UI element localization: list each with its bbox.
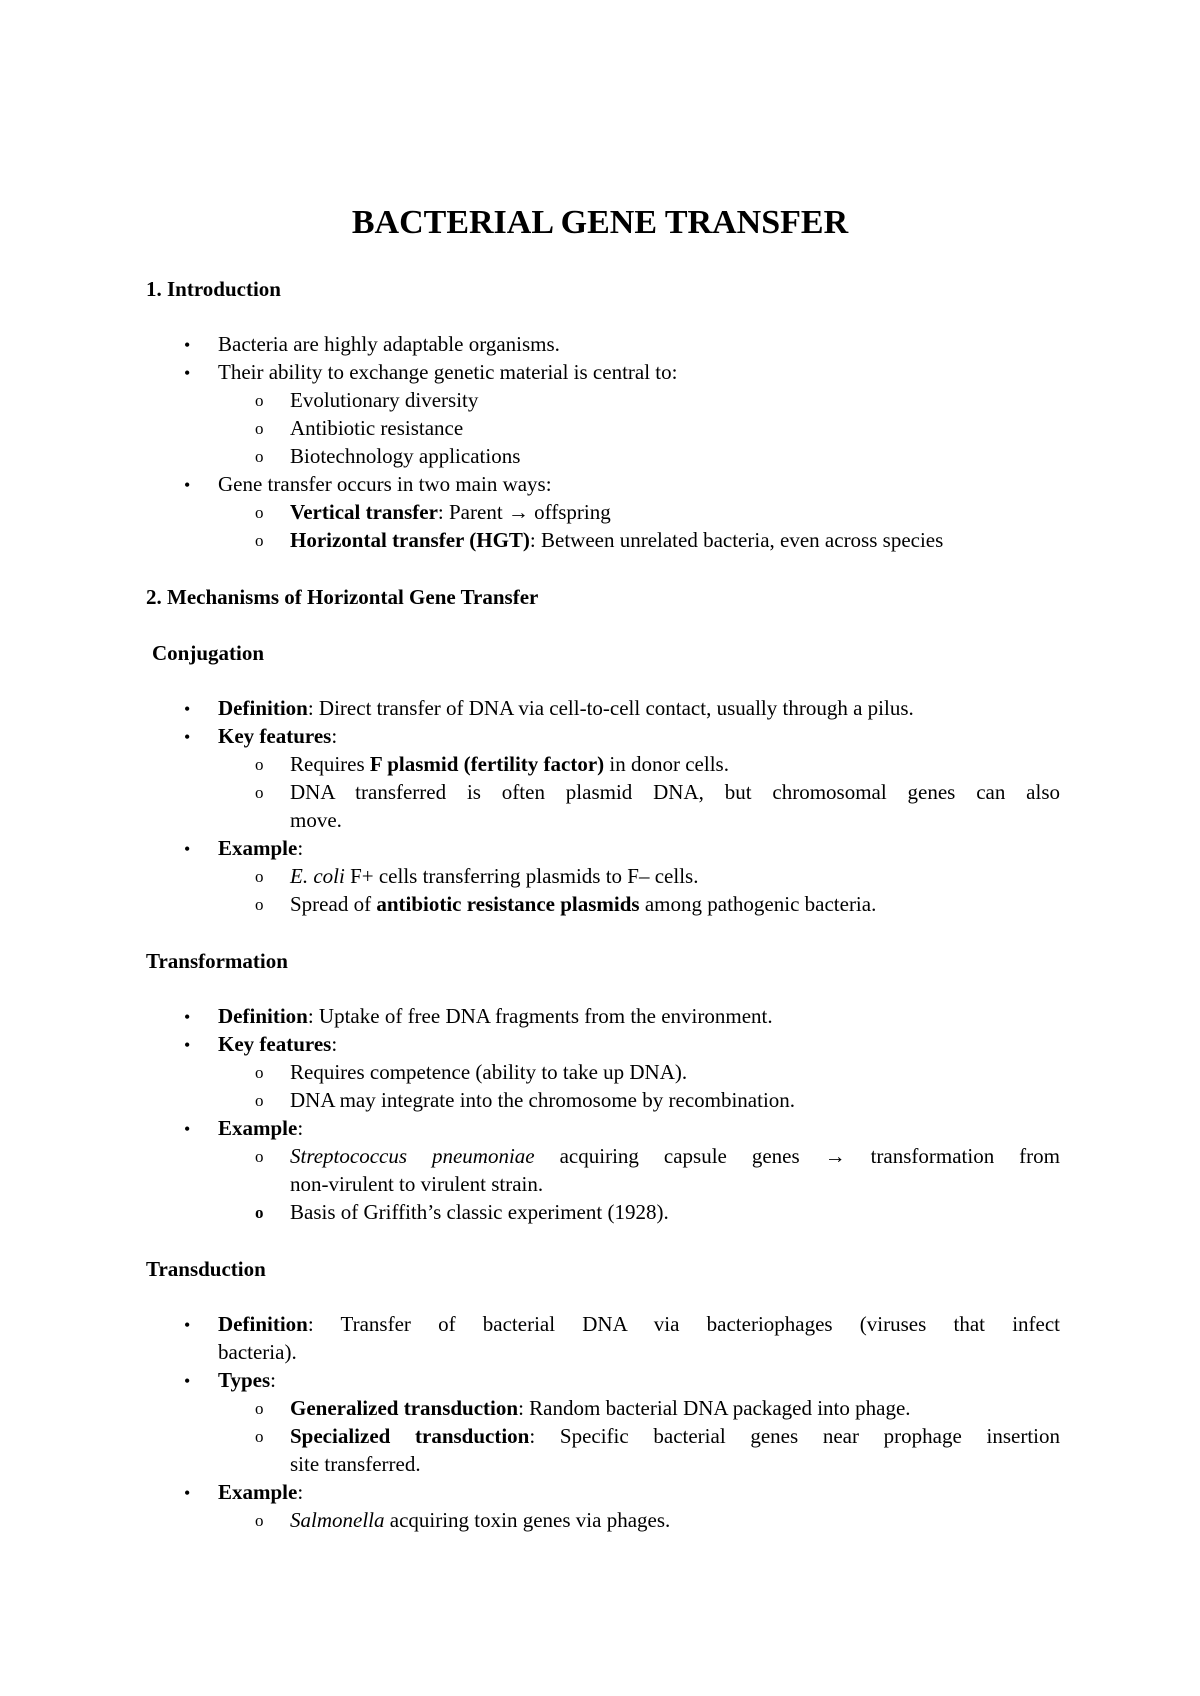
label-definition: Definition xyxy=(218,1004,308,1028)
text-segment: among pathogenic bacteria. xyxy=(639,892,877,916)
bullet-icon: • xyxy=(184,727,191,747)
colon: : xyxy=(331,1032,338,1056)
sub-list-item xyxy=(290,498,611,526)
sub-list-item: DNA may integrate into the chromosome by recombination. xyxy=(290,1088,796,1112)
sub-list-item-continuation: non-virulent to virulent strain. xyxy=(290,1172,544,1196)
list-item xyxy=(218,1366,276,1394)
circle-bullet-icon: o xyxy=(255,447,264,466)
colon: : xyxy=(331,724,338,748)
text-segment: Spread of xyxy=(290,892,377,916)
list-item: Bacteria are highly adaptable organisms. xyxy=(218,332,560,356)
list-item xyxy=(218,1310,1060,1338)
colon: : xyxy=(270,1368,276,1392)
heading-transduction: Transduction xyxy=(146,1257,266,1281)
bullet-icon: • xyxy=(184,1371,191,1391)
sub-list-item xyxy=(290,1506,670,1534)
circle-bullet-icon: o xyxy=(255,755,264,774)
sub-list-item xyxy=(290,862,698,890)
label-example: Example xyxy=(218,1480,298,1504)
text-segment: acquiring capsule genes → transformation from xyxy=(534,1144,1060,1168)
sub-list-item-continuation: site transferred. xyxy=(290,1452,421,1476)
term-specialized-transduction: Specialized transduction xyxy=(290,1424,530,1448)
circle-bullet-icon: o xyxy=(255,1511,264,1530)
label-definition: Definition xyxy=(218,1312,308,1336)
term-resistance-plasmids: antibiotic resistance plasmids xyxy=(376,892,640,916)
colon: : xyxy=(297,836,304,860)
sub-list-item xyxy=(290,1422,1060,1450)
circle-bullet-icon: o xyxy=(255,1427,264,1446)
circle-bullet-icon: o xyxy=(255,391,264,410)
label-example: Example xyxy=(218,1116,298,1140)
bullet-icon: • xyxy=(184,1035,191,1055)
list-item-continuation: bacteria). xyxy=(218,1340,297,1364)
circle-bullet-icon: o xyxy=(255,531,264,550)
circle-bullet-icon: o xyxy=(255,1203,264,1222)
heading-conjugation: Conjugation xyxy=(152,641,265,665)
sub-list-item xyxy=(290,1142,1060,1170)
circle-bullet-icon: o xyxy=(255,419,264,438)
sub-list-item: Basis of Griffith’s classic experiment (1928). xyxy=(290,1200,669,1224)
bullet-icon: • xyxy=(184,1119,191,1139)
term-horizontal-transfer: Horizontal transfer (HGT) xyxy=(290,528,530,552)
sub-list-item: Biotechnology applications xyxy=(290,444,521,468)
colon: : xyxy=(297,1480,304,1504)
circle-bullet-icon: o xyxy=(255,1091,264,1110)
label-example: Example xyxy=(218,836,298,860)
label-definition: Definition xyxy=(218,696,308,720)
definition-text: : Direct transfer of DNA via cell-to-cell contact, usually through a pilus. xyxy=(307,696,914,720)
term-vertical-transfer: Vertical transfer xyxy=(290,500,438,524)
list-item xyxy=(218,1002,773,1030)
page-title: BACTERIAL GENE TRANSFER xyxy=(351,204,849,241)
bullet-icon: • xyxy=(184,699,191,719)
circle-bullet-icon: o xyxy=(255,503,264,522)
list-item xyxy=(218,1114,303,1142)
species-name: E. coli xyxy=(290,864,345,888)
bullet-icon: • xyxy=(184,475,191,495)
list-item: Gene transfer occurs in two main ways: xyxy=(218,472,552,496)
sub-list-item xyxy=(290,526,943,554)
label-key-features: Key features xyxy=(218,1032,332,1056)
definition-text: : Transfer of bacterial DNA via bacteriophages (viruses that infect xyxy=(307,1312,1060,1336)
term-generalized-transduction: Generalized transduction xyxy=(290,1396,519,1420)
list-item xyxy=(218,1030,337,1058)
text-segment: Requires xyxy=(290,752,370,776)
text-segment: F+ cells transferring plasmids to F– cells. xyxy=(344,864,699,888)
definition-text: : Uptake of free DNA fragments from the environment. xyxy=(307,1004,773,1028)
bullet-icon: • xyxy=(184,335,191,355)
sub-list-item xyxy=(290,890,876,918)
text-segment: in donor cells. xyxy=(604,752,729,776)
heading-mechanisms: 2. Mechanisms of Horizontal Gene Transfer xyxy=(146,585,539,609)
circle-bullet-icon: o xyxy=(255,1147,264,1166)
bullet-icon: • xyxy=(184,1007,191,1027)
sub-list-item xyxy=(290,750,729,778)
circle-bullet-icon: o xyxy=(255,895,264,914)
heading-transformation: Transformation xyxy=(146,949,288,973)
circle-bullet-icon: o xyxy=(255,783,264,802)
sub-list-item: Evolutionary diversity xyxy=(290,388,479,412)
term-description: : Between unrelated bacteria, even across species xyxy=(529,528,944,552)
circle-bullet-icon: o xyxy=(255,1399,264,1418)
sub-list-item xyxy=(290,1394,911,1422)
text-segment: acquiring toxin genes via phages. xyxy=(384,1508,671,1532)
circle-bullet-icon: o xyxy=(255,1063,264,1082)
heading-introduction: 1. Introduction xyxy=(146,277,281,301)
list-item xyxy=(218,694,914,722)
sub-list-item: Antibiotic resistance xyxy=(290,416,464,440)
label-types: Types xyxy=(218,1368,271,1392)
list-item: Their ability to exchange genetic material is central to: xyxy=(218,360,678,384)
sub-list-item: Requires competence (ability to take up DNA). xyxy=(290,1060,688,1084)
species-name: Salmonella xyxy=(290,1508,385,1532)
colon: : xyxy=(297,1116,304,1140)
text-segment: : Specific bacterial genes near prophage insertion xyxy=(529,1424,1060,1448)
bullet-icon: • xyxy=(184,363,191,383)
species-name: Streptococcus pneumoniae xyxy=(290,1144,535,1168)
label-key-features: Key features xyxy=(218,724,332,748)
list-item xyxy=(218,722,337,750)
sub-list-item-continuation: move. xyxy=(290,808,342,832)
list-item xyxy=(218,1478,303,1506)
bullet-icon: • xyxy=(184,1315,191,1335)
text-segment: : Random bacterial DNA packaged into phage. xyxy=(518,1396,911,1420)
circle-bullet-icon: o xyxy=(255,867,264,886)
sub-list-item: DNA transferred is often plasmid DNA, but chromosomal genes can also xyxy=(290,780,1060,804)
term-description: : Parent → offspring xyxy=(437,500,611,524)
term-f-plasmid: F plasmid (fertility factor) xyxy=(369,752,605,776)
bullet-icon: • xyxy=(184,839,191,859)
bullet-icon: • xyxy=(184,1483,191,1503)
list-item xyxy=(218,834,303,862)
